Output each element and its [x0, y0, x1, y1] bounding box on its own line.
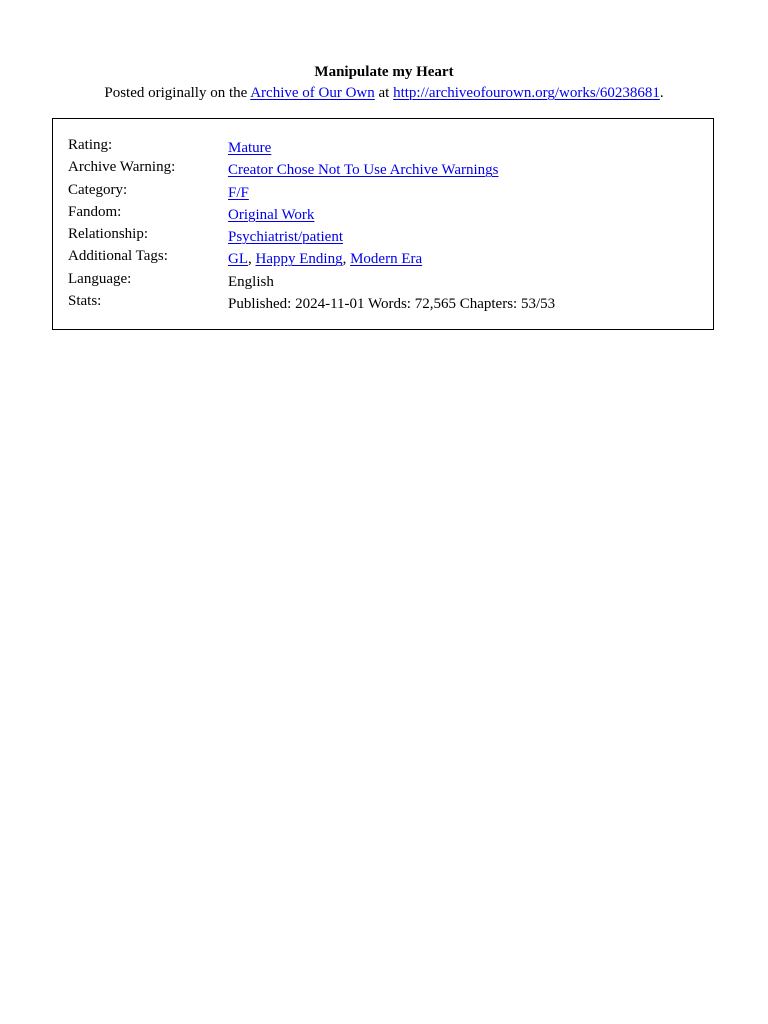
archive-warning-value	[228, 161, 498, 179]
fandom-link[interactable]: Original Work	[228, 206, 315, 223]
relationship-label: Relationship:	[68, 226, 148, 243]
tag-link[interactable]: Happy Ending	[255, 251, 343, 268]
additional-tags-label: Additional Tags:	[68, 248, 168, 265]
language-label: Language:	[68, 270, 132, 287]
rating-label: Rating:	[68, 137, 113, 153]
relationship-value	[228, 228, 343, 246]
archive-warning-link[interactable]: Creator Chose Not To Use Archive Warnings	[228, 162, 499, 179]
fandom-label: Fandom:	[68, 203, 122, 220]
fandom-value	[228, 206, 314, 224]
posted-prefix: Posted originally on the	[104, 85, 251, 101]
relationship-link[interactable]: Psychiatrist/patient	[228, 229, 343, 246]
stats-value	[228, 295, 555, 313]
chapter-count: 53/53	[520, 296, 556, 313]
archive-link[interactable]: Archive of Our Own	[250, 85, 375, 101]
tag-separator: ,	[342, 251, 351, 268]
rating-value	[228, 139, 271, 157]
archive-warning-label: Archive Warning:	[68, 159, 176, 176]
published-label: Published:	[228, 296, 296, 313]
chapters-label: Chapters:	[455, 296, 521, 313]
additional-tags-value	[228, 250, 422, 268]
category-label: Category:	[68, 181, 128, 198]
words-label: Words:	[364, 296, 415, 313]
category-link[interactable]: F/F	[228, 184, 249, 201]
end-period: .	[659, 85, 664, 101]
tag-link[interactable]: Modern Era	[350, 251, 423, 268]
work-url-link[interactable]: http://archiveofourown.org/works/60238681	[393, 85, 660, 101]
work-header	[0, 62, 768, 103]
language-value: English	[228, 273, 274, 290]
rating-link[interactable]: Mature	[228, 140, 272, 156]
tag-separator: ,	[248, 251, 256, 268]
tag-link[interactable]: GL	[228, 251, 248, 268]
work-metadata-box	[52, 118, 714, 330]
at-text: at	[374, 85, 394, 101]
stats-label: Stats:	[68, 293, 102, 310]
word-count: 72,565	[414, 296, 456, 313]
category-value	[228, 184, 249, 202]
published-date: 2024-11-01	[295, 296, 365, 313]
work-title: Manipulate my Heart	[314, 64, 454, 80]
posted-line	[0, 83, 768, 103]
